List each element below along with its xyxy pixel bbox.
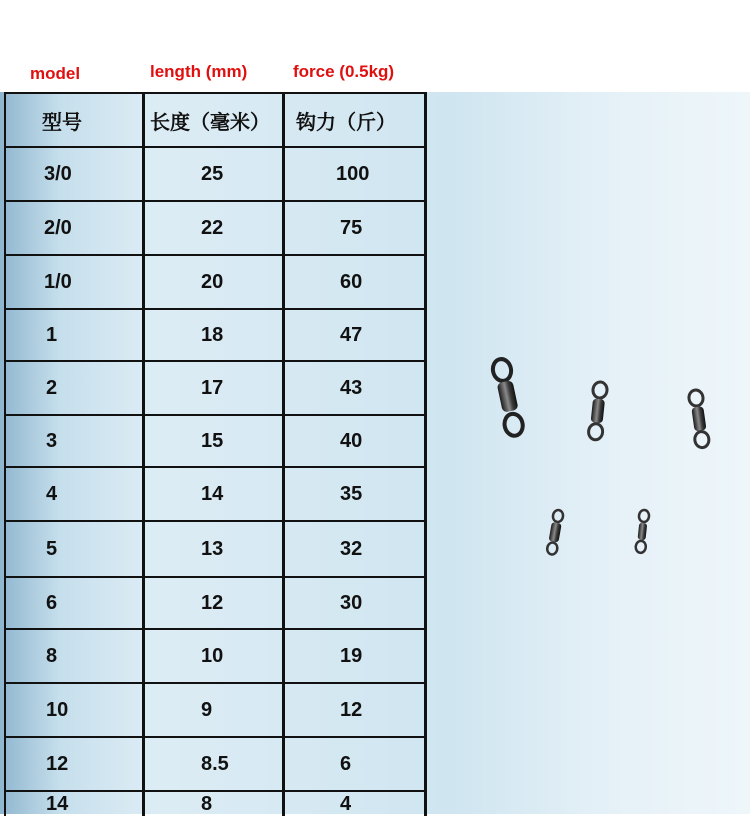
cell-length: 10 [201,644,224,667]
header-length: 长度（毫米） [150,111,270,134]
table-header-row [6,94,424,148]
cell-model: 1/0 [44,270,72,293]
cell-model: 2 [46,376,58,399]
table-row [6,202,424,256]
table-row [6,630,424,684]
cell-force: 4 [340,792,352,815]
header-model: 型号 [42,111,82,134]
cell-force: 60 [340,270,363,293]
swivel-large [491,357,525,437]
table-row [6,792,424,816]
cell-model: 6 [46,591,58,614]
english-header [0,0,750,92]
cell-length: 17 [201,376,224,399]
label-model: model [30,64,81,83]
label-length: length (mm) [150,62,248,81]
table-row [6,256,424,310]
cell-model: 1 [46,323,58,346]
cell-force: 40 [340,429,363,452]
spec-table [4,92,427,816]
cell-force: 12 [340,698,363,721]
cell-force: 75 [340,216,363,239]
table-row [6,310,424,362]
cell-length: 12 [201,591,224,614]
cell-length: 18 [201,323,224,346]
cell-length: 8 [201,792,213,815]
cell-model: 2/0 [44,216,72,239]
table-row [6,684,424,738]
cell-model: 3/0 [44,162,72,185]
cell-length: 14 [201,482,224,505]
table-row [6,522,424,578]
cell-force: 43 [340,376,363,399]
swivel-medium [588,381,608,440]
cell-model: 14 [46,792,69,815]
table-row [6,578,424,630]
table-row [6,362,424,416]
cell-model: 10 [46,698,69,721]
cell-force: 30 [340,591,363,614]
cell-force: 19 [340,644,363,667]
table-row [6,738,424,792]
table-row [6,468,424,522]
table-row [6,416,424,468]
cell-length: 8.5 [201,752,229,775]
cell-length: 25 [201,162,224,185]
label-force: force (0.5kg) [293,62,395,81]
cell-length: 22 [201,216,224,239]
cell-model: 5 [46,537,58,560]
swivel-small [546,509,564,555]
cell-model: 8 [46,644,58,667]
cell-model: 12 [46,752,69,775]
cell-length: 15 [201,429,224,452]
header-force: 钩力（斤） [296,111,396,134]
cell-length: 9 [201,698,213,721]
cell-model: 3 [46,429,58,452]
swivel-photos [430,340,750,580]
cell-force: 35 [340,482,363,505]
cell-force: 100 [336,162,370,185]
swivel-medium-2 [688,389,710,448]
cell-force: 47 [340,323,363,346]
cell-force: 6 [340,752,352,775]
table-row [6,148,424,202]
cell-force: 32 [340,537,363,560]
cell-length: 13 [201,537,224,560]
cell-length: 20 [201,270,224,293]
cell-model: 4 [46,482,58,505]
swivel-small-2 [635,510,649,554]
